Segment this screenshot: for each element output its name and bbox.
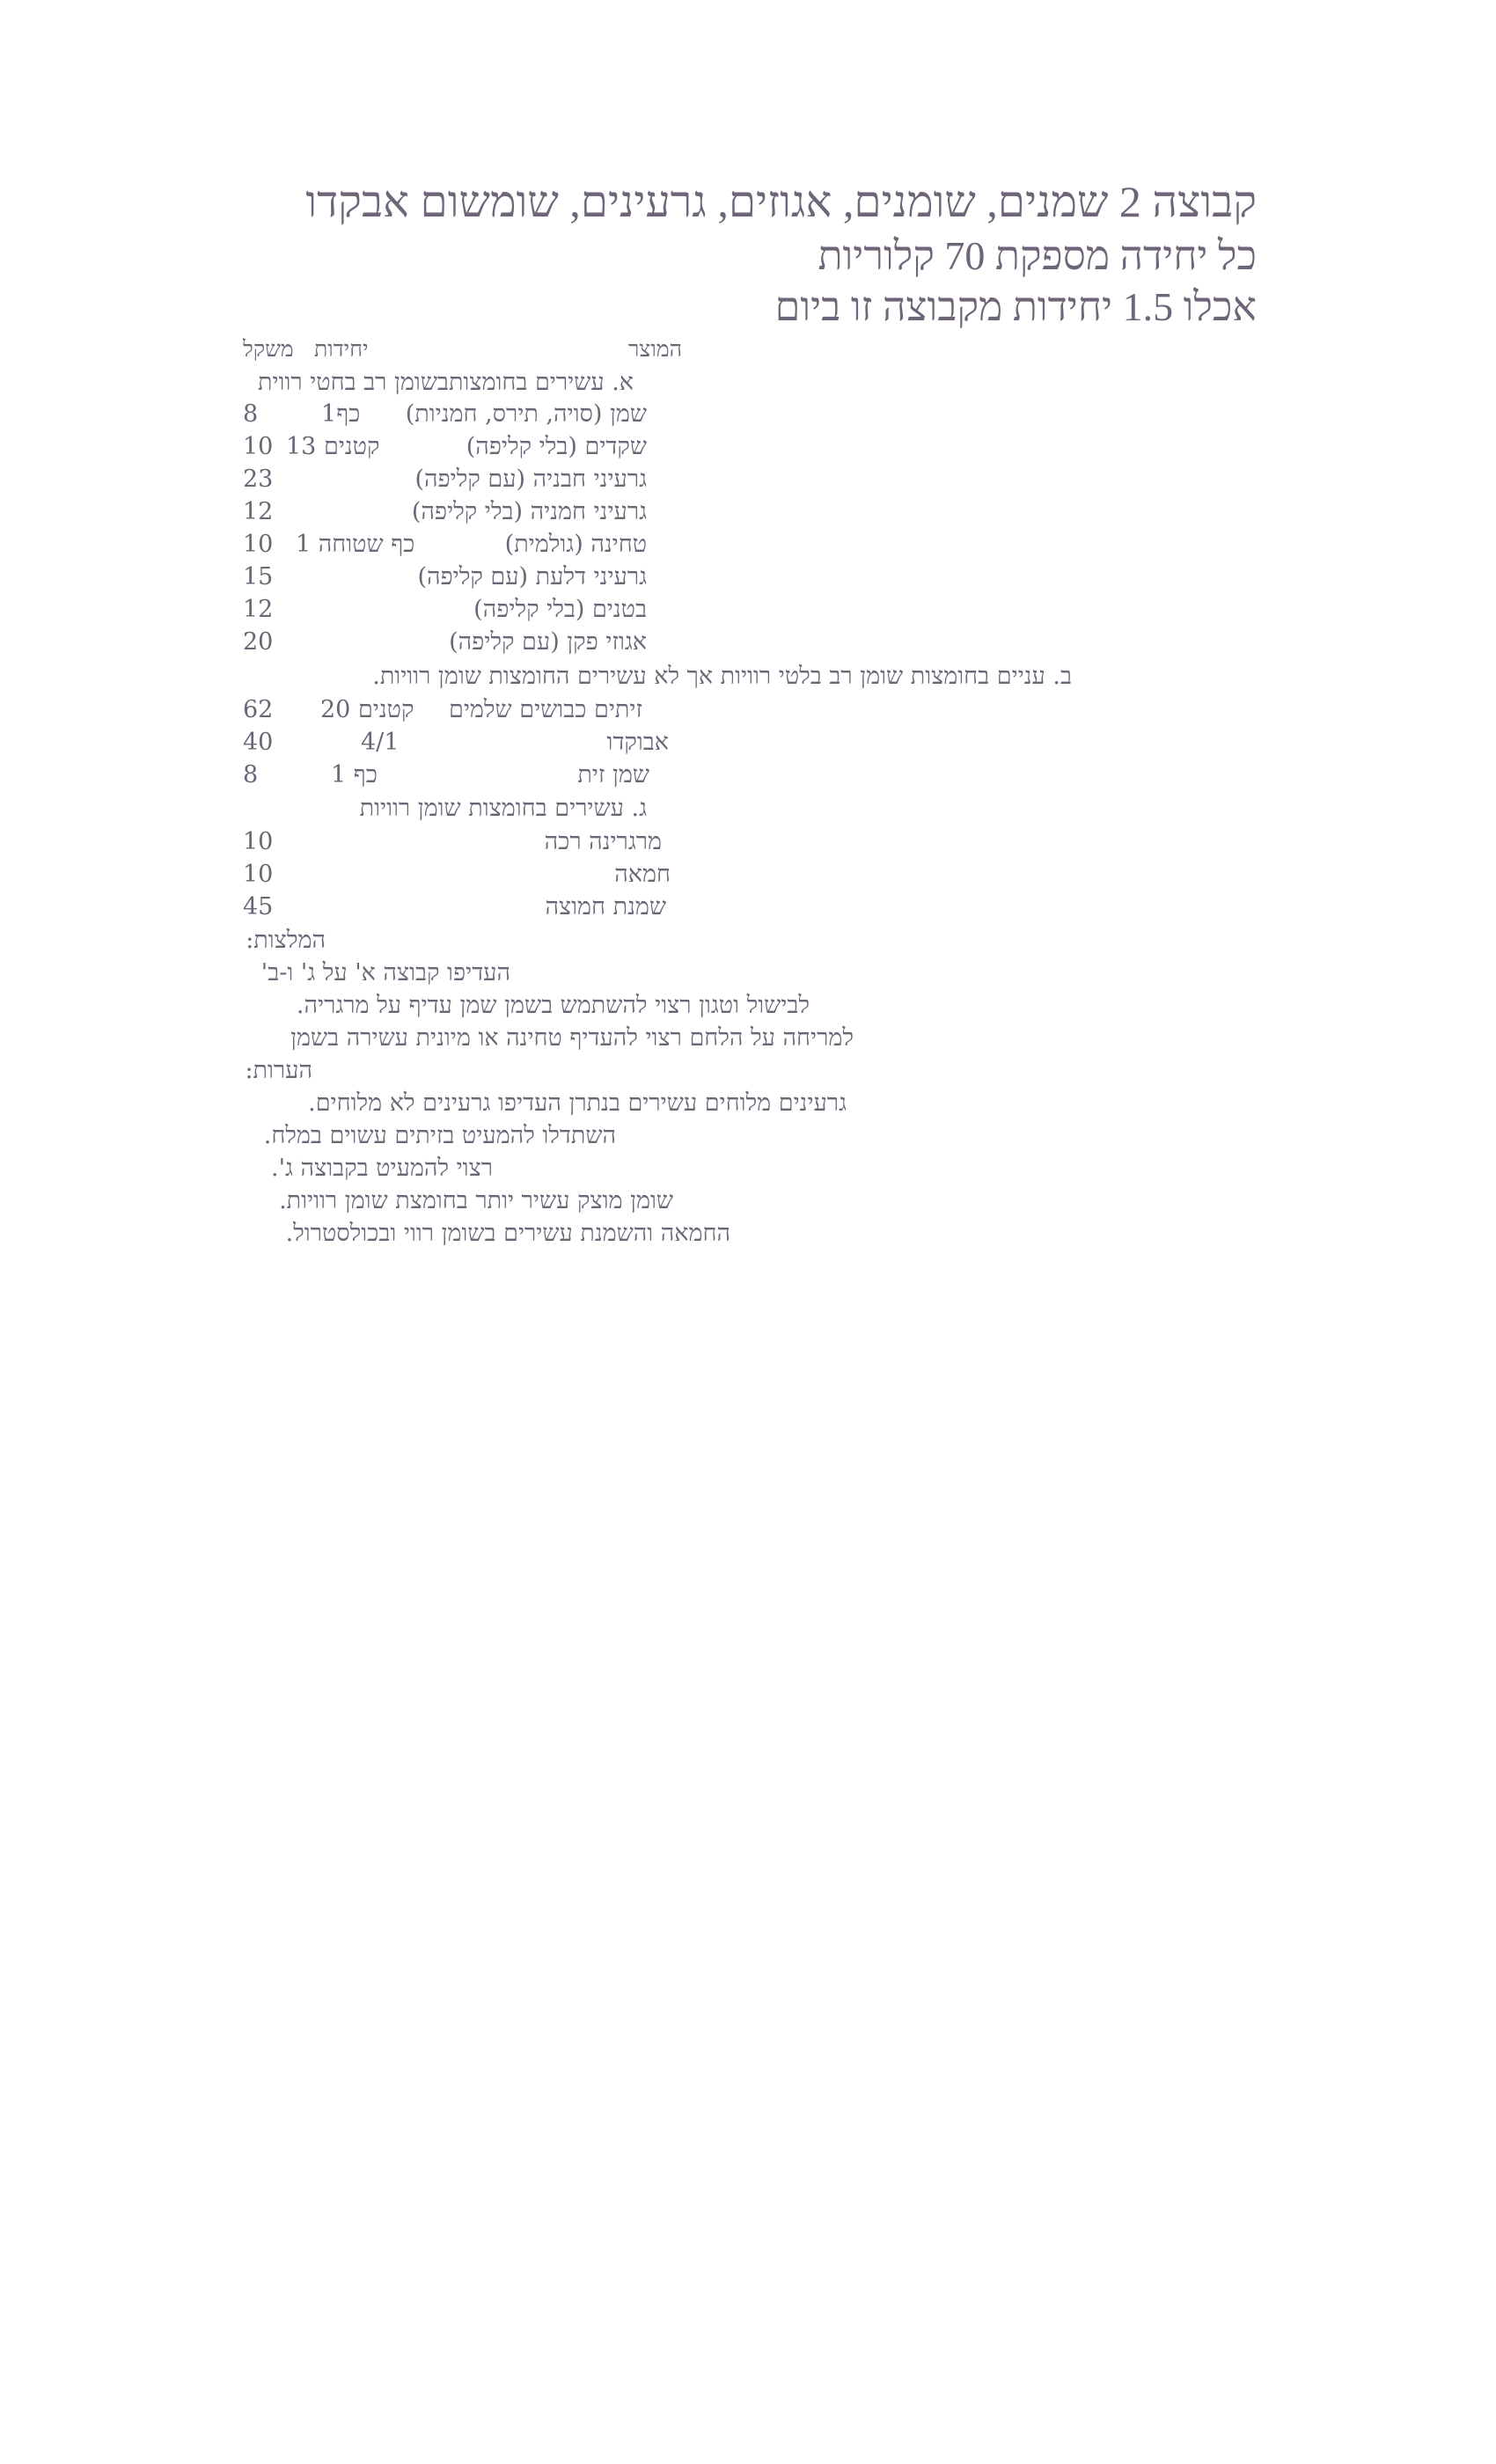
note-item: גרעינים מלוחים עשירים בנתרן העדיפו גרעינים לא מלוחים. [308,1089,847,1117]
product-weight: 40 [243,729,274,756]
note-item: רצוי להמעיט בקבוצה ג'. [271,1155,493,1182]
product-weight: 45 [243,893,274,920]
product-weight: 8 [243,761,259,788]
note-item: שומן מוצק עשיר יותר בחומצת שומן רוויות. [279,1187,673,1214]
table-row [0,400,1496,431]
product-weight: 10 [243,861,274,888]
header-weight: משקל [243,336,294,362]
product-weight: 10 [243,531,274,558]
section-c-heading: ג. עשירים בחומצות שומן רוויות [359,795,647,822]
table-row [0,892,1496,924]
product-weight: 23 [243,466,274,493]
recommendation-item: העדיפו קבוצה א' על ג' ו-ב' [260,959,510,986]
header-product: המוצר [628,336,682,362]
product-units: 20 קטנים [320,696,414,723]
product-name: שמן (סויה, תירס, חמניות) [405,400,647,428]
product-name: בטנים (בלי קליפה) [473,596,647,623]
header-units: יחידות [314,336,369,362]
table-header [0,334,1496,364]
product-weight: 12 [243,596,274,623]
note-item: החמאה והשמנת עשירים בשומן רווי ובכולסטרול. [285,1220,730,1247]
table-row [0,432,1496,464]
product-name: מרגרינה רכה [544,828,662,855]
table-row [0,760,1496,792]
product-name: זיתים כבושים שלמים [448,696,642,723]
product-weight: 62 [243,696,274,723]
table-row [0,595,1496,627]
product-units: 4/1 [361,729,400,756]
product-weight: 10 [243,433,274,460]
table-row [0,728,1496,759]
product-name: חמאה [614,861,671,888]
section-a-heading: א. עשירים בחומצותבשומן רב בחטי רווית [258,369,634,396]
recommendation-item: לבישול וטגון רצוי להשתמש בשמן שמן עדיף על מרגריה. [296,992,810,1019]
recommendation-item: למריחה על הלחם רצוי להעדיף טחינה או מיונית עשירה בשמן [290,1024,854,1052]
section-b-heading: ב. עניים בחומצות שומן רב בלטי רוויות אך לא עשירים החומצות שומן רוויות. [372,663,1072,690]
product-name: גרעיני חבניה (עם קליפה) [414,466,647,493]
product-name: שקדים (בלי קליפה) [466,433,647,460]
subtitle-daily-units: אכלו 1.5 יחידות מקבוצה זו ביום [774,284,1257,329]
product-name: גרעיני דלעת (עם קליפה) [417,563,647,590]
product-weight: 15 [243,563,274,590]
notes-heading: הערות: [245,1057,312,1084]
table-row [0,695,1496,727]
table-row [0,562,1496,594]
subtitle-calories: כל יחידה מספקת 70 קלוריות [818,233,1257,278]
product-name: שמן זית [577,761,649,788]
product-units: 1כף [321,400,361,428]
product-weight: 12 [243,498,274,525]
table-row [0,860,1496,891]
product-weight: 20 [243,628,274,656]
table-row [0,530,1496,561]
product-units: 1 כף [331,761,378,788]
product-weight: 10 [243,828,274,855]
product-name: אבוקדו [606,729,669,756]
table-row [0,497,1496,529]
product-name: שמנת חמוצה [545,893,666,920]
recommendations-heading: המלצות: [246,927,326,954]
product-name: אגוזי פקן (עם קליפה) [449,628,647,656]
product-units: 1 כף שטוחה [296,531,415,558]
note-item: השתדלו להמעיט בזיתים עשוים במלח. [263,1122,616,1149]
table-row [0,827,1496,859]
product-name: גרעיני חמניה (בלי קליפה) [411,498,647,525]
table-row [0,627,1496,659]
product-weight: 8 [243,400,259,428]
product-units: 13 קטנים [286,433,380,460]
table-row [0,465,1496,496]
product-name: טחינה (גולמית) [504,531,647,558]
page-title: קבוצה 2 שמנים, שומנים, אגוזים, גרעינים, שומשום אבקדו [305,177,1257,226]
